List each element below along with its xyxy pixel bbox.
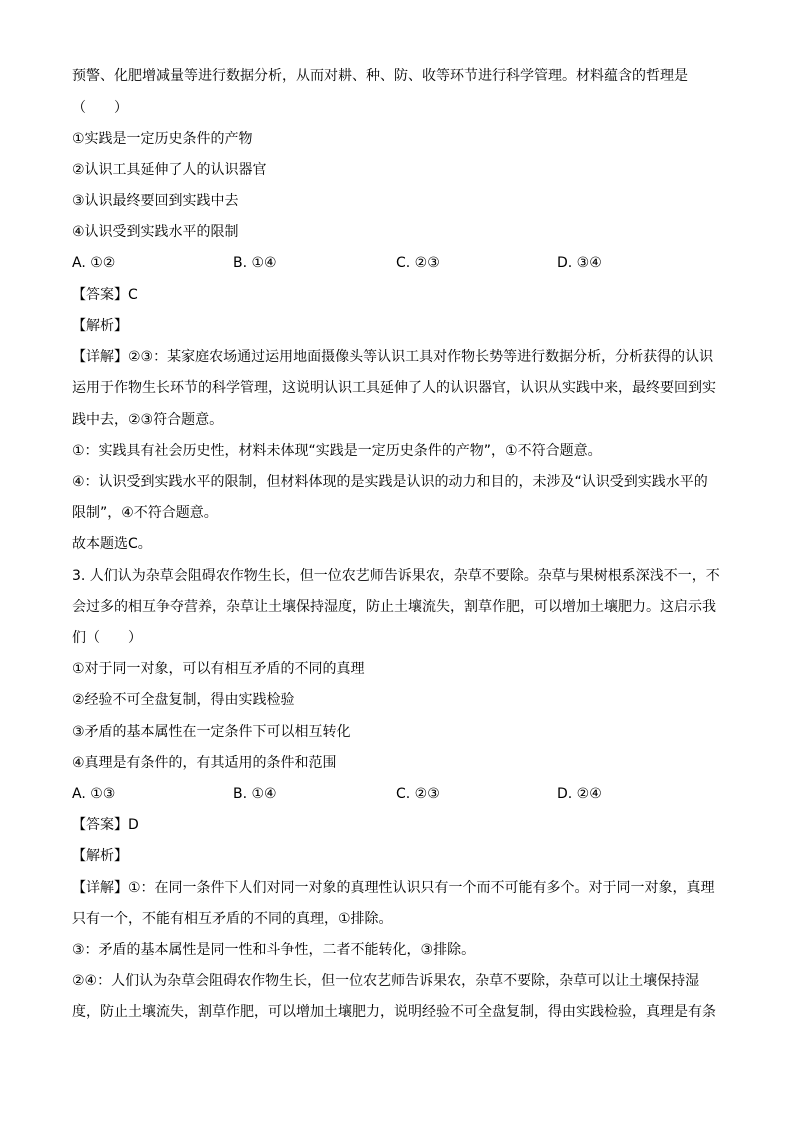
q2-item-3: ③认识最终要回到实践中去 [72,193,239,209]
q3-answer: 【答案】D [72,817,139,833]
q3-option-c: C. ②③ [396,786,440,802]
q2-detail-line-1: 【详解】②③：某家庭农场通过运用地面摄像头等认识工具对作物长势等进行数据分析，分析获得的认识 [72,349,714,365]
q2-detail-line-5: ④：认识受到实践水平的限制，但材料体现的是实践是认识的动力和目的，未涉及“认识受到实践水平的 [72,474,708,490]
q3-item-1: ①对于同一对象，可以有相互矛盾的不同的真理 [72,661,365,677]
q3-detail-line-1: 【详解】①：在同一条件下人们对同一对象的真理性认识只有一个而不可能有多个。对于同一对象，真理 [72,880,715,896]
q2-option-c: C. ②③ [396,255,440,271]
q3-stem-line-3: 们（ ） [72,630,142,646]
q3-detail-line-3: ③：矛盾的基本属性是同一性和斗争性，二者不能转化，③排除。 [72,942,476,958]
q2-answer: 【答案】C [72,287,138,303]
q2-item-4: ④认识受到实践水平的限制 [72,224,239,240]
q3-option-d: D. ②④ [557,786,602,802]
q3-analysis-label: 【解析】 [72,848,128,864]
q2-stem-line-2: （ ） [72,100,128,116]
q3-detail-line-4: ②④：人们认为杂草会阻碍农作物生长，但一位农艺师告诉果农，杂草不要除，杂草可以让土壤保持湿 [72,973,700,989]
q2-detail-line-4: ①：实践具有社会历史性，材料未体现“实践是一定历史条件的产物”，①不符合题意。 [72,443,602,459]
q3-item-2: ②经验不可全盘复制，得由实践检验 [72,692,295,708]
q2-detail-line-6: 限制”，④不符合题意。 [72,505,218,521]
q2-stem-line-1: 预警、化肥增减量等进行数据分析，从而对耕、种、防、收等环节进行科学管理。材料蕴含的哲理是 [72,68,688,84]
q2-option-b: B. ①④ [233,255,277,271]
q2-option-a: A. ①② [72,255,116,271]
q2-detail-line-2: 运用于作物生长环节的科学管理，这说明认识工具延伸了人的认识器官，认识从实践中来，最终要回到实 [72,380,716,396]
q3-detail-line-5: 度，防止土壤流失，割草作肥，可以增加土壤肥力，说明经验不可全盘复制，得由实践检验，真理是有条 [72,1004,716,1020]
q3-detail-line-2: 只有一个，不能有相互矛盾的不同的真理，①排除。 [72,911,393,927]
q2-analysis-label: 【解析】 [72,318,128,334]
q3-option-a: A. ①③ [72,786,116,802]
q2-detail-line-3: 践中去，②③符合题意。 [72,412,224,428]
q2-item-2: ②认识工具延伸了人的认识器官 [72,162,267,178]
q2-item-1: ①实践是一定历史条件的产物 [72,131,253,147]
q3-item-4: ④真理是有条件的，有其适用的条件和范围 [72,755,337,771]
q2-conclusion: 故本题选C。 [72,536,152,552]
q3-stem-line-2: 会过多的相互争夺营养，杂草让土壤保持湿度，防止土壤流失，割草作肥，可以增加土壤肥力。这启示我 [72,599,716,615]
q2-option-d: D. ③④ [557,255,602,271]
q3-stem-line-1: 3. 人们认为杂草会阻碍农作物生长，但一位农艺师告诉果农，杂草不要除。杂草与果树根系深浅不一，不 [72,568,720,584]
q3-item-3: ③矛盾的基本属性在一定条件下可以相互转化 [72,724,351,740]
q3-option-b: B. ①④ [233,786,277,802]
